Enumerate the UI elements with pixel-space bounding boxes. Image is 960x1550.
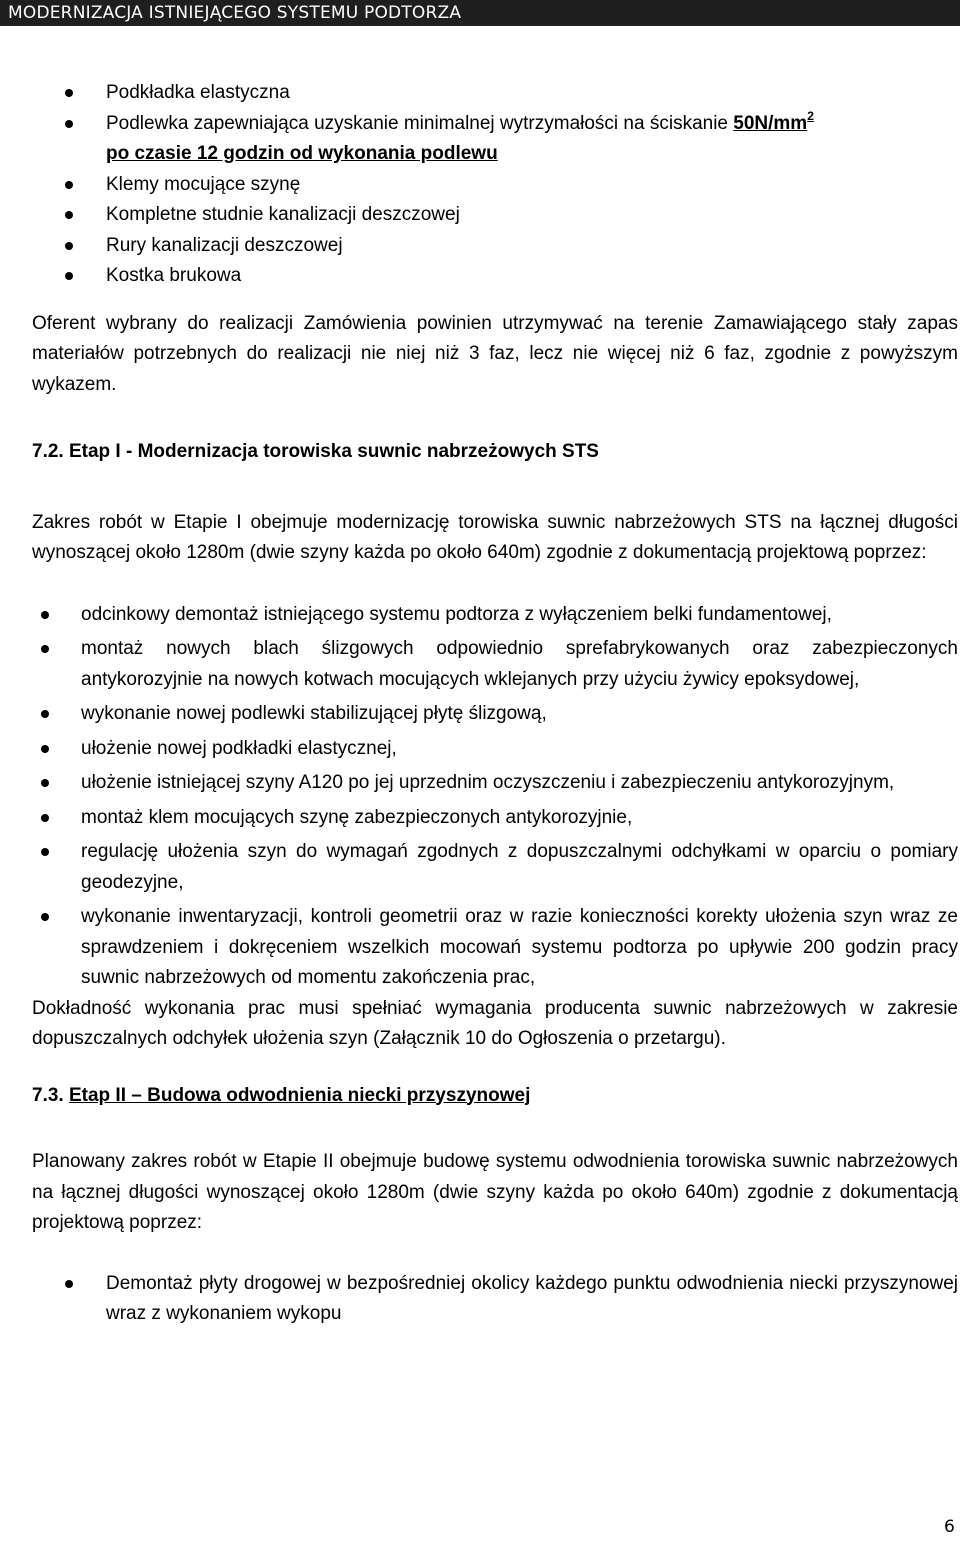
bullet-icon [65, 89, 73, 97]
podlewka-time: po czasie 12 godzin od wykonania podlewu [106, 143, 498, 164]
bullet-icon [41, 848, 49, 856]
bullet-icon [41, 645, 49, 653]
bullet-icon [65, 120, 73, 128]
document-header-bar [0, 0, 960, 26]
list-item: montaż klem mocujących szynę zabezpieczonych antykorozyjnie, [32, 803, 958, 834]
list-item: ułożenie nowej podkładki elastycznej, [32, 734, 958, 765]
list-item: wykonanie inwentaryzacji, kontroli geometrii oraz w razie konieczności korekty ułożenia szyn wraz ze sprawdzeniem i dokręceniem wszelkich mocowań systemu podtorza po upływie 200 godzin pracy suwnic nabrzeżowych od momentu zakończenia prac, [32, 902, 958, 994]
bullet-icon [65, 181, 73, 189]
bullet-icon [41, 611, 49, 619]
bullet-icon [65, 211, 73, 219]
document-body [32, 78, 958, 1330]
stage-2-works-list [32, 1269, 958, 1330]
list-item: Kostka brukowa [32, 261, 958, 292]
list-item: montaż nowych blach ślizgowych odpowiednio sprefabrykowanych oraz zabezpieczonych antykorozyjnie na nowych kotwach mocujących wklejanych przy użyciu żywicy epoksydowej, [32, 634, 958, 695]
list-item: regulację ułożenia szyn do wymagań zgodnych z dopuszczalnymi odchyłkami w oparciu o pomiary geodezyjne, [32, 837, 958, 898]
section-7-2-heading: 7.2. Etap I - Modernizacja torowiska suwnic nabrzeżowych STS [32, 441, 599, 462]
bullet-icon [41, 814, 49, 822]
bullet-icon [41, 913, 49, 921]
podlewka-sup: 2 [807, 108, 814, 123]
materials-list [32, 78, 958, 292]
bullet-icon [41, 779, 49, 787]
paragraph-oferent: Oferent wybrany do realizacji Zamówienia powinien utrzymywać na terenie Zamawiającego stały zapas materiałów potrzebnych do realizacji nie niej niż 3 faz, lecz nie więcej niż 6 faz, zgodnie z powyższym wykazem. [32, 312, 958, 395]
list-item: odcinkowy demontaż istniejącego systemu podtorza z wyłączeniem belki fundamentowej, [32, 600, 958, 631]
list-item: ułożenie istniejącej szyny A120 po jej uprzednim oczyszczeniu i zabezpieczeniu antykorozyjnym, [32, 768, 958, 799]
section-7-3-number: 7.3. [32, 1084, 64, 1106]
section-7-3-intro: Planowany zakres robót w Etapie II obejmuje budowę systemu odwodnienia torowiska suwnic nabrzeżowych na łącznej długości wynoszącej około 1280m (dwie szyny każda po około 640m) zgodnie z dokumentacją projektową poprzez: [32, 1151, 958, 1233]
bullet-icon [41, 745, 49, 753]
stage-1-works-list [32, 600, 958, 994]
paragraph-accuracy: Dokładność wykonania prac musi spełniać wymagania producenta suwnic nabrzeżowych w zakresie dopuszczalnych odchyłek ułożenia szyn (Załącznik 10 do Ogłoszenia o przetargu). [32, 997, 958, 1049]
bullet-icon [41, 710, 49, 718]
list-item: Kompletne studnie kanalizacji deszczowej [32, 200, 958, 231]
section-7-2-intro: Zakres robót w Etapie I obejmuje modernizację torowiska suwnic nabrzeżowych STS na łącznej długości wynoszącej około 1280m (dwie szyny każda po około 640m) zgodnie z dokumentacją projektową poprzez: [32, 511, 958, 563]
list-item: Rury kanalizacji deszczowej [32, 231, 958, 262]
list-item: Demontaż płyty drogowej w bezpośredniej okolicy każdego punktu odwodnienia niecki przyszynowej wraz z wykonaniem wykopu [32, 1269, 958, 1330]
list-item: Klemy mocujące szynę [32, 170, 958, 201]
podlewka-text: Podlewka zapewniająca uzyskanie minimalnej wytrzymałości na ściskanie [106, 112, 734, 134]
list-item: wykonanie nowej podlewki stabilizującej płytę ślizgową, [32, 699, 958, 730]
list-item: Podkładka elastyczna [32, 78, 958, 109]
section-7-3-title: Etap II – Budowa odwodnienia niecki przyszynowej [68, 1084, 531, 1106]
bullet-icon [65, 242, 73, 250]
document-header-title: MODERNIZACJA ISTNIEJĄCEGO SYSTEMU PODTORZA [8, 3, 462, 23]
page-number: 6 [944, 1517, 955, 1537]
list-item-podlewka [32, 109, 958, 170]
section-7-3-heading [32, 1081, 958, 1112]
bullet-icon [65, 1280, 73, 1288]
podlewka-strength: 50N/mm [733, 112, 808, 134]
bullet-icon [65, 272, 73, 280]
